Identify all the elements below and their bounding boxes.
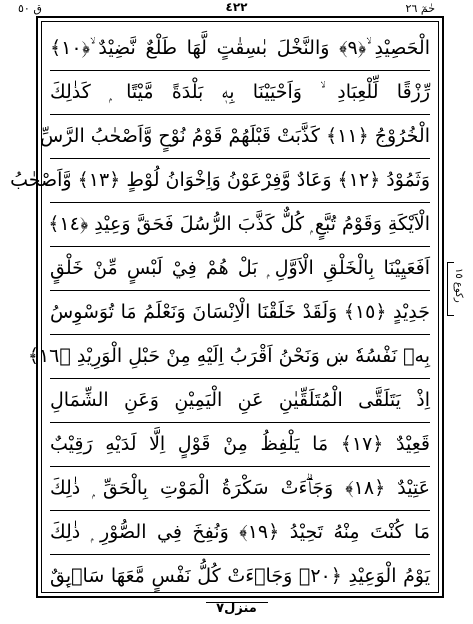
- text-lines: [10, 26, 436, 590]
- text-line: الْخُرُوْجُ ﴿١١﴾ كَذَّبَتْ قَبْلَهُمْ قَوْمُ نُوْحٍ وَّاَصْحٰبُ الرَّسِّ: [40, 125, 430, 147]
- text-line: عَتِيْدٌ ﴿١٨﴾ وَجَاۗءَتْ سَكْرَةُ الْمَوْتِ بِالْحَقِّ ۭ ذٰلِكَ: [50, 477, 430, 499]
- text-line: بِهٖ نَفْسُهٗ ښ وَنَحْنُ اَقْرَبُ اِلَيْهِ مِنْ حَبْلِ الْوَرِيْدِ ﴿١٦﴾: [27, 345, 430, 367]
- text-line: اِذْ يَتَلَقَّى الْمُتَلَقِّيٰنِ عَنِ الْيَمِيْنِ وَعَنِ الشِّمَالِ: [50, 389, 430, 411]
- text-line: جَدِيْدٍ ﴿١٥﴾ وَلَقَدْ خَلَقْنَا الْاِنْسَانَ وَنَعْلَمُ مَا تُوَسْوِسُ: [50, 301, 431, 323]
- text-line: مَا كُنْتَ مِنْهُ تَحِيْدُ ﴿١٩﴾ وَنُفِخَ فِي الصُّوْرِ ۭ ذٰلِكَ: [50, 521, 430, 543]
- text-line: رِّزْقًا لِّلْعِبَادِ ۙ وَاَحْيَيْنَا بِهٖ بَلْدَةً مَّيْتًا ۭ كَذٰلِكَ: [50, 81, 430, 103]
- text-line: اَفَعَيِيْنَا بِالْخَلْقِ الْاَوَّلِ ۭ بَلْ هُمْ فِيْ لَبْسٍ مِّنْ خَلْقٍ: [50, 257, 430, 279]
- text-line: وَثَمُوْدُ ﴿١٢﴾ وَعَادٌ وَّفِرْعَوْنُ وَاِخْوَانُ لُوْطٍ ﴿١٣﴾ وَّاَصْحٰبُ: [10, 169, 430, 191]
- page-frame: [10, 16, 444, 598]
- ruku-margin-note: رکوع ١٥: [453, 268, 464, 303]
- page-number: ٤٢٢: [225, 0, 248, 14]
- text-line: الْحَصِيْدِ ۙ﴿٩﴾ وَالنَّخْلَ بٰسِقٰتٍ لَّهَا طَلْعٌ نَّضِيْدٌ ۙ﴿١٠﴾: [50, 37, 430, 59]
- surah-number-marker: ق ٥٠: [18, 2, 42, 15]
- footer-manzil: منزل٧: [216, 601, 257, 616]
- text-line: الْاَيْكَةِ وَقَوْمُ تُبَّعٍ ۭ كُلٌّ كَذَّبَ الرُّسُلَ فَحَقَّ وَعِيْدِ ﴿١٤﴾: [48, 213, 430, 235]
- text-line: قَعِيْدٌ ﴿١٧﴾ مَا يَلْفِظُ مِنْ قَوْلٍ اِلَّا لَدَيْهِ رَقِيْبٌ: [50, 433, 430, 455]
- surah-juz-marker: حٰمٓ ٢٦: [405, 2, 435, 15]
- text-line: يَوْمُ الْوَعِيْدِ ﴿٢٠﴾ وَجَاۗءَتْ كُلُّ نَفْسٍ مَّعَهَا سَاۗىِٕقٌ: [50, 565, 430, 587]
